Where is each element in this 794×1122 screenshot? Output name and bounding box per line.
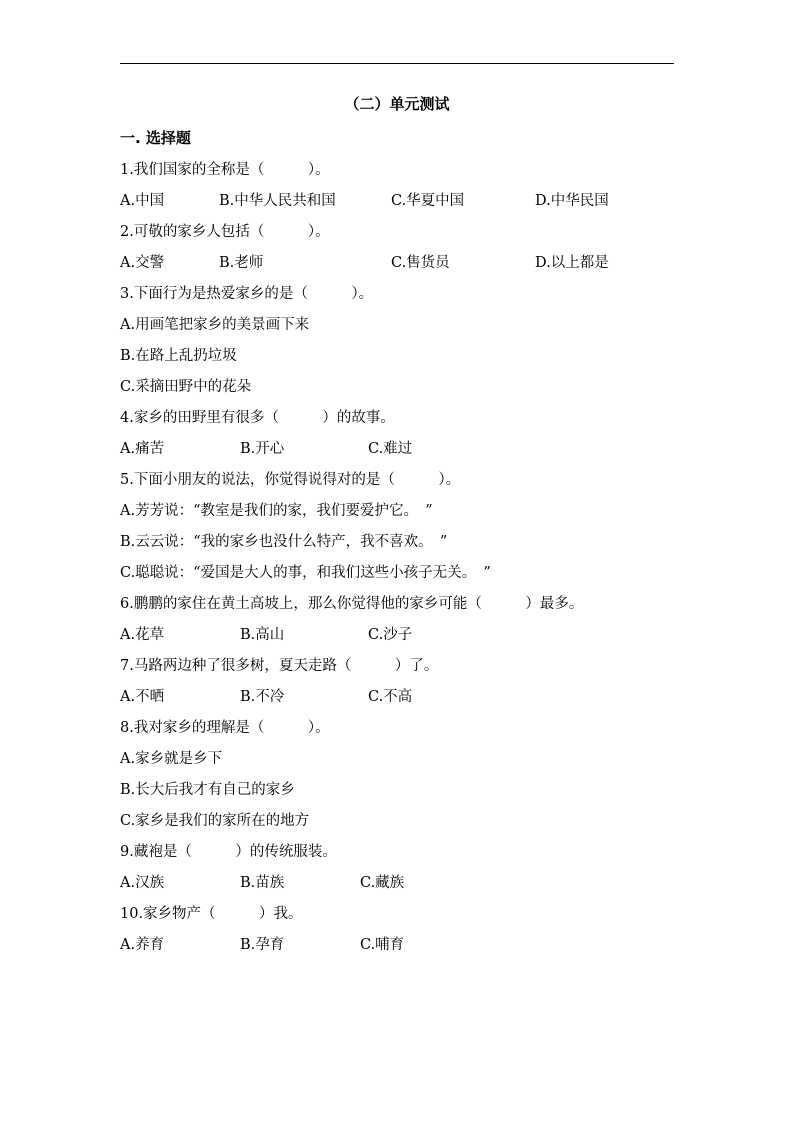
option-a: A.养育 (120, 937, 165, 953)
question-9-options (120, 873, 520, 893)
option-b: B.不冷 (240, 689, 285, 705)
question-8-stem: 8.我对家乡的理解是（ ）。 (120, 720, 330, 736)
question-5-option-a: A.芳芳说：“教室是我们的家，我们要爱护它。 ” (120, 503, 433, 519)
header-rule (120, 63, 674, 64)
question-4-stem: 4.家乡的田野里有很多（ ）的故事。 (120, 410, 395, 426)
question-3-option-a: A.用画笔把家乡的美景画下来 (120, 317, 310, 333)
option-b: B.开心 (240, 441, 285, 457)
option-b: B.孕育 (240, 937, 285, 953)
section-heading: 一. 选择题 (120, 129, 191, 147)
option-c: C.沙子 (368, 627, 413, 643)
option-b: B.苗族 (240, 875, 285, 891)
question-3-option-b: B.在路上乱扔垃圾 (120, 348, 237, 364)
question-2-stem: 2.可敬的家乡人包括（ ）。 (120, 224, 330, 240)
option-c: C.售货员 (391, 255, 450, 271)
option-a: A.中国 (120, 193, 165, 209)
option-c: C.不高 (368, 689, 413, 705)
question-8-option-a: A.家乡就是乡下 (120, 751, 223, 767)
question-2-options (120, 253, 680, 273)
option-a: A.不晒 (120, 689, 165, 705)
question-3-stem: 3.下面行为是热爱家乡的是（ ）。 (120, 286, 374, 302)
question-9-stem: 9.藏袍是（ ）的传统服装。 (120, 844, 337, 860)
document-title: （二）单元测试 (344, 95, 450, 113)
option-c: C.哺育 (360, 937, 405, 953)
question-5-option-b: B.云云说：“我的家乡也没什么特产，我不喜欢。 ” (120, 534, 448, 550)
question-3-option-c: C.采摘田野中的花朵 (120, 379, 252, 395)
question-6-stem: 6.鹏鹏的家住在黄土高坡上，那么你觉得他的家乡可能（ ）最多。 (120, 596, 584, 612)
option-d: D.以上都是 (535, 255, 609, 271)
question-5-stem: 5.下面小朋友的说法，你觉得说得对的是（ ）。 (120, 472, 461, 488)
option-a: A.痛苦 (120, 441, 165, 457)
option-b: B.中华人民共和国 (219, 193, 336, 209)
question-7-options (120, 687, 520, 707)
option-a: A.花草 (120, 627, 165, 643)
question-1-options (120, 191, 680, 211)
question-7-stem: 7.马路两边种了很多树，夏天走路（ ）了。 (120, 658, 439, 674)
option-d: D.中华民国 (535, 193, 609, 209)
option-c: C.藏族 (360, 875, 405, 891)
option-b: B.老师 (219, 255, 264, 271)
option-b: B.高山 (240, 627, 285, 643)
question-10-options (120, 935, 520, 955)
question-8-option-c: C.家乡是我们的家所在的地方 (120, 813, 310, 829)
question-1-stem: 1.我们国家的全称是（ ）。 (120, 162, 330, 178)
question-5-option-c: C.聪聪说：“爱国是大人的事，和我们这些小孩子无关。 ” (120, 565, 491, 581)
question-6-options (120, 625, 520, 645)
option-c: C.华夏中国 (391, 193, 465, 209)
question-8-option-b: B.长大后我才有自己的家乡 (120, 782, 295, 798)
question-4-options (120, 439, 520, 459)
option-a: A.交警 (120, 255, 165, 271)
option-c: C.难过 (368, 441, 413, 457)
question-10-stem: 10.家乡物产（ ）我。 (120, 906, 303, 922)
option-a: A.汉族 (120, 875, 165, 891)
